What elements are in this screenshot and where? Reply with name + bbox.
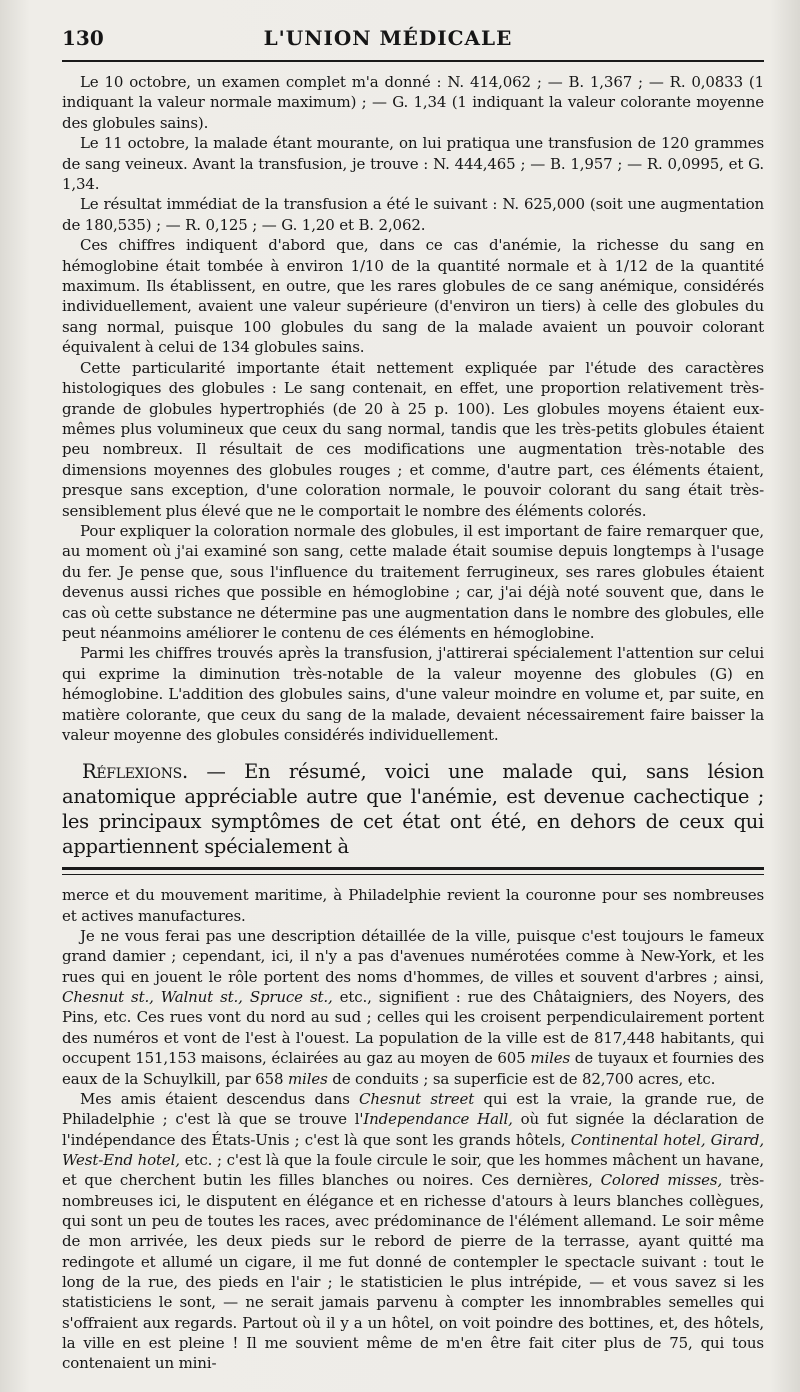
running-head — [62, 26, 764, 62]
street-names: Chesnut st., Walnut st., Spruce st., — [62, 988, 333, 1007]
article-paragraph: Le 11 octobre, la malade étant mourante, on lui pratiqua une transfusion de 120 grammes de sang veineux. Avant la transfusion, je trouve : N. 444,465 ; — B. 1,957 ; — R. 0,0995, et G. 1,34. — [62, 134, 764, 194]
text-run: très-nombreuses ici, le disputent en élégance et en richesse d'atours à leurs blanches collègues, qui sont un peu de toutes les races, avec prédominance de l'élément allemand. Le soir même de mon arrivée, les deux pieds sur le rebord de pierre de la terrasse, ayant quitté ma redingote et allumé un cigare, il me fut donné de contempler le spectacle suivant : tout le long de la rue, des pieds en l'air ; le statisticien le plus intrépide, — et vous savez si les statisticiens le sont, — ne serait jamais parvenu à compter les innombrables semelles qui s'offraient aux regards. Partout où il y a un hôtel, on voit poindre des bottines, et, des hôtels, la ville en est pleine ! Il me souvient même de m'en être fait citer plus de 75, qui tous contenaient un mini- — [62, 1171, 764, 1373]
text-run: etc. ; c'est là que la foule circule le soir, que les hommes mâchent un havane, et que cherchent butin les filles blanches ou noires. Ces dernières, — [62, 1150, 765, 1190]
colored-misses: Colored misses, — [600, 1171, 723, 1190]
feuilleton-divider — [62, 867, 764, 875]
text-run: où fut signée la déclaration de l'indépendance des États-Unis ; c'est là que sont les grands hôtels, — [62, 1110, 764, 1149]
feuilleton-paragraph: merce et du mouvement maritime, à Philadelphie revient la couronne pour ses nombreuses et actives manufactures. — [62, 886, 764, 925]
text-run: Je ne vous ferai pas une description détaillée de la ville, puisque c'est toujours le fameux grand damier ; cependant, ici, il n'y a pas d'avenues numérotées comme à New-York, et les rues qui en jouent le rôle portent des noms d'hommes, de villes et souvent d'arbres ; ainsi, — [62, 927, 764, 986]
unit-miles: miles — [530, 1049, 571, 1068]
text-run: Mes amis étaient descendus dans — [80, 1089, 360, 1108]
page-number: 130 — [62, 26, 104, 50]
article-paragraph: Pour expliquer la coloration normale des globules, il est important de faire remarquer que, au moment où j'ai examiné son sang, cette malade était soumise depuis longtemps à l'usage du fer. Je pense que, sous l'influence du traitement ferrugineux, ses rares globules étaient devenus aussi riches que possible en hémoglobine ; car, j'ai déjà noté souvent que, dans le cas où cette substance ne détermine pas une augmentation dans le nombre des globules, elle peut néanmoins améliorer le contenu de ces éléments en hémoglobine. — [62, 521, 764, 642]
feuilleton-paragraph — [62, 1089, 764, 1374]
text-run: de tuyaux et fournies des eaux de la Schuylkill, par 658 — [62, 1049, 764, 1088]
article-paragraph: Parmi les chiffres trouvés après la transfusion, j'attirerai spécialement l'attention sur celui qui exprime la diminution très-notable de la valeur moyenne des globules (G) en hémoglobine. L'addition des globules sains, d'une valeur moindre en volume et, par suite, en matière colorante, que ceux du sang de la malade, devaient nécessairement faire baisser la valeur moyenne des globules considérés individuellement. — [62, 644, 764, 744]
street-name: Chesnut street — [359, 1089, 475, 1108]
article-body — [62, 72, 764, 859]
hall-name: Independance Hall, — [363, 1110, 513, 1129]
feuilleton-body — [62, 885, 764, 1373]
feuilleton-paragraph — [62, 926, 764, 1089]
journal-title: L'UNION MÉDICALE — [263, 26, 513, 50]
reflexions-text: — En résumé, voici une malade qui, sans lésion anatomique appréciable autre que l'anémie, est devenue cachectique ; les principaux symptômes de cet état ont été, en dehors de ceux qui appartiennent spécialement à — [62, 760, 764, 859]
text-run: de conduits ; sa superficie est de 82,700 acres, etc. — [327, 1069, 716, 1088]
article-paragraph: Cette particularité importante était nettement expliquée par l'étude des caractères histologiques des globules : Le sang contenait, en effet, une proportion relativement très-grande de globules hypertrophiés (de 20 à 25 p. 100). Les globules moyens étaient eux-mêmes plus volumineux que ceux du sang normal, tandis que les très-petits globules étaient peu nombreux. Il résultait de ces modifications une augmentation très-notable des dimensions moyennes des globules rouges ; et comme, d'autre part, ces éléments étaient, presque sans exception, d'une coloration normale, le pouvoir colorant du sang était très-sensiblement plus élevé que ne le comportait le nombre des éléments colorés. — [62, 358, 764, 520]
reflexions-paragraph — [62, 759, 764, 859]
hotel-names: Continental hotel, Girard, West-End hotel, — [62, 1130, 764, 1169]
reflexions-label: Réflexions. — [82, 760, 188, 784]
article-paragraph: Le 10 octobre, un examen complet m'a donné : N. 414,062 ; — B. 1,367 ; — R. 0,0833 (1 indiquant la valeur normale maximum) ; — G. 1,34 (1 indiquant la valeur colorante moyenne des globules sains). — [62, 73, 764, 132]
unit-miles: miles — [287, 1069, 328, 1088]
text-run: etc., signifient : rue des Châtaigniers, des Noyers, des Pins, etc. Ces rues vont du nord au sud ; celles qui les croisent perpendiculairement portent des numéros et vont de l'est à l'ouest. La population de la ville est de 817,448 habitants, qui occupent 151,153 maisons, éclairées au gaz au moyen de 605 — [62, 988, 764, 1068]
text-run: qui est la vraie, la grande rue, de Philadelphie ; c'est là que se trouve l' — [62, 1089, 764, 1129]
article-paragraph: Le résultat immédiat de la transfusion a été le suivant : N. 625,000 (soit une augmentation de 180,535) ; — R. 0,125 ; — G. 1,20 et B. 2,062. — [62, 195, 764, 234]
article-paragraph: Ces chiffres indiquent d'abord que, dans ce cas d'anémie, la richesse du sang en hémoglobine était tombée à environ 1/10 de la quantité normale et à 1/12 de la quantité maximum. Ils établissent, en outre, que les rares globules de ce sang anémique, considérés individuellement, avaient une valeur supérieure (d'environ un tiers) à celle des globules du sang normal, puisque 100 globules du sang de la malade avaient un pouvoir colorant équivalent à celui de 134 globules sains. — [62, 236, 764, 357]
